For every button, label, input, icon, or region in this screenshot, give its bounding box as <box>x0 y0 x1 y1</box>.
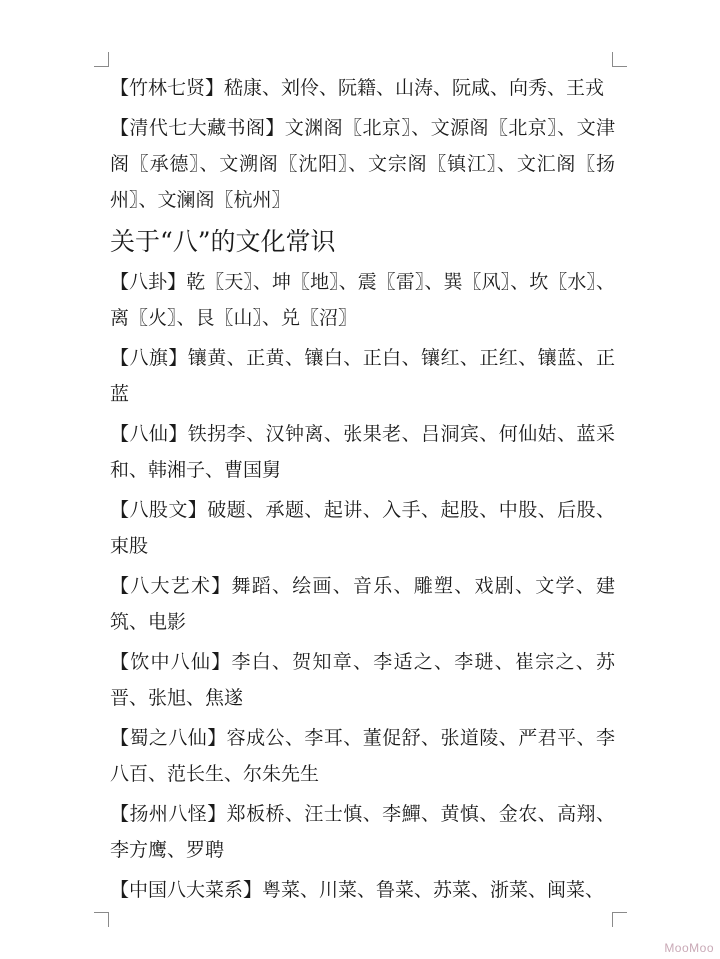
entry-eight-arts: 【八大艺术】舞蹈、绘画、音乐、雕塑、戏剧、文学、建筑、电影 <box>110 575 615 633</box>
entry-bagua: 【八卦】乾〖天〗、坤〖地〗、震〖雷〗、巽〖风〗、坎〖水〗、离〖火〗、艮〖山〗、兑〖沼〗 <box>110 271 615 329</box>
page-corner-mark-bottom-left <box>94 912 109 927</box>
document-body <box>110 70 615 912</box>
watermark-logo: MooMoo <box>664 941 714 955</box>
entry-eight-legged-essay: 【八股文】破题、承题、起讲、入手、起股、中股、后股、束股 <box>110 499 615 557</box>
entry-yangzhou-eccentrics: 【扬州八怪】郑板桥、汪士慎、李鱓、黄慎、金农、高翔、李方鹰、罗聘 <box>110 803 615 861</box>
section-heading-eight: 关于“八”的文化常识 <box>110 227 336 256</box>
page-corner-mark-bottom-right <box>612 912 627 927</box>
entry-drinking-immortals: 【饮中八仙】李白、贺知章、李适之、李琎、崔宗之、苏晋、张旭、焦遂 <box>110 651 615 709</box>
entry-shu-immortals: 【蜀之八仙】容成公、李耳、董促舒、张道陵、严君平、李八百、范长生、尔朱先生 <box>110 727 615 785</box>
entry-seven-libraries: 【清代七大藏书阁】文渊阁〖北京〗、文源阁〖北京〗、文津阁〖承德〗、文溯阁〖沈阳〗、文宗阁〖镇江〗、文汇阁〖扬州〗、文澜阁〖杭州〗 <box>110 117 615 211</box>
entry-eight-cuisines: 【中国八大菜系】粤菜、川菜、鲁菜、苏菜、浙菜、闽菜、 <box>110 879 605 901</box>
entry-eight-banners: 【八旗】镶黄、正黄、镶白、正白、镶红、正红、镶蓝、正蓝 <box>110 347 615 405</box>
entry-eight-immortals: 【八仙】铁拐李、汉钟离、张果老、吕洞宾、何仙姑、蓝采和、韩湘子、曹国舅 <box>110 423 615 481</box>
page-corner-mark-top-left <box>94 52 109 67</box>
page-corner-mark-top-right <box>612 52 627 67</box>
entry-bamboo-grove-sages: 【竹林七贤】嵇康、刘伶、阮籍、山涛、阮咸、向秀、王戎 <box>110 77 605 99</box>
